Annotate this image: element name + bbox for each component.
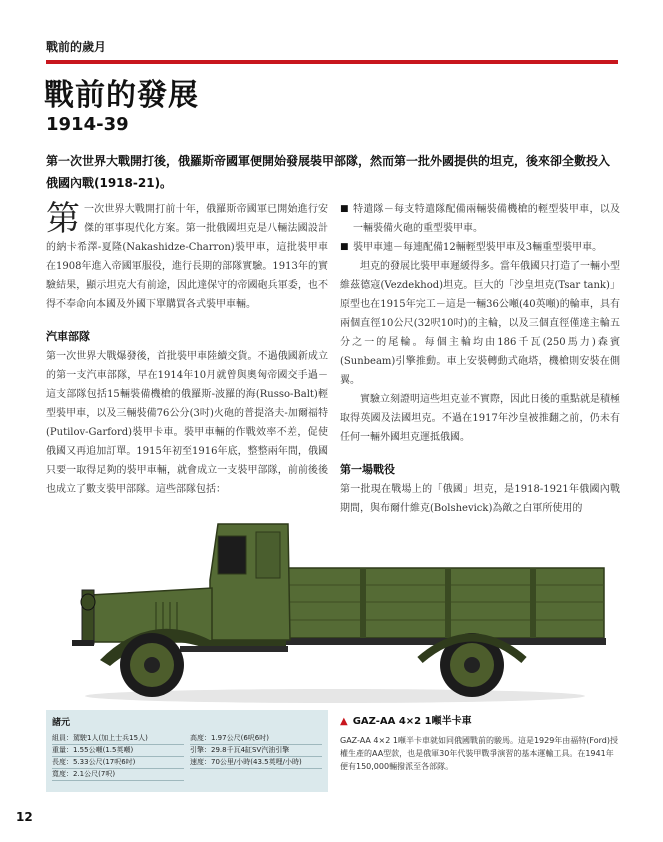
bullet-text: 特遣隊－每支特遣隊配備兩輛裝備機槍的輕型裝甲車，以及一輛裝備火砲的重型裝甲車。	[353, 204, 620, 234]
page-number: 12	[16, 810, 33, 824]
spec-height: 高度：1.97公尺(6呎6吋)	[190, 733, 322, 745]
subhead-first-battle: 第一場戰役	[340, 463, 395, 476]
caption-title	[340, 712, 472, 727]
red-rule	[46, 60, 618, 64]
spec-weight: 重量：1.55公噸(1.5英噸)	[52, 745, 184, 757]
specifications-box	[46, 710, 328, 792]
headlamp	[81, 594, 95, 610]
bullet-square-icon: ■	[340, 204, 349, 214]
right-paragraph-3: 第一批現在戰場上的「俄國」坦克，是1918-1921年俄國內戰期間，與布爾什維克(Bolshevick)為敵之白軍所使用的	[340, 484, 620, 514]
drop-cap: 第	[46, 199, 80, 239]
subhead-motor-units: 汽車部隊	[46, 330, 90, 343]
spec-width: 寬度：2.1公尺(7呎)	[52, 769, 184, 781]
cargo-bed	[282, 568, 604, 638]
right-paragraph-1: 坦克的發展比裝甲車遲緩得多。當年俄國只打造了一輛小型維茲德寇(Vezdekhod)坦克。巨大的「沙皇坦克(Tsar tank)」原型也在1915年完工－這是一輛36公噸(40英噸)的輪車，具有兩個直徑10公尺(32呎10吋)的主輪，以及三個直徑僅達主輪五分之一的尾輪。每個主輪均由186千瓦(250馬力)森賓(Sunbeam)引擎推動。車上安裝轉動式砲塔，機槍則安裝在側翼。	[340, 261, 620, 386]
left-paragraph-2: 第一次世界大戰爆發後，首批裝甲車陸續交貨。不過俄國新成立的第一支汽車部隊，早在1914年10月就曾與奧匈帝國交手過－這支部隊包括15輛裝備機槍的俄羅斯-波羅的海(Russo-Balt)輕型裝甲車，以及三輛裝備76公分(3吋)火砲的普提洛夫-加爾福特(Putilov-Garford)裝甲卡車。裝甲車輛的作戰效率不差，促使俄國又再追加訂單。1915年初至1916年底，整整兩年間，俄國只要一取得足夠的裝甲車輛，就會成立一支裝甲部隊，前前後後也成立了數支裝甲部隊。這些部隊包括：	[46, 351, 328, 495]
specs-title: 諸元	[52, 718, 71, 728]
right-paragraph-2: 實驗立刻證明這些坦克並不實際，因此日後的重點就是積極取得英國及法國坦克。不過在1917年沙皇被推翻之前，仍未有任何一輛外國坦克運抵俄國。	[340, 394, 620, 443]
front-wheel	[120, 633, 184, 697]
bullet-square-icon: ■	[340, 242, 349, 252]
front-bumper	[72, 640, 94, 646]
bullet-text: 裝甲車連－每連配備12輛輕型裝甲車及3輛重型裝甲車。	[353, 242, 603, 253]
bullet-item	[340, 200, 620, 238]
gaz-aa-truck-illustration	[60, 510, 610, 710]
intro-paragraph: 第一次世界大戰開打後，俄羅斯帝國軍便開始發展裝甲部隊，然而第一批外國提供的坦克，後來卻全數投入俄國內戰(1918-21)。	[46, 154, 611, 190]
section-label: 戰前的歲月	[46, 40, 107, 54]
page-years: 1914-39	[46, 114, 129, 135]
running-board	[180, 646, 288, 652]
bullet-item	[340, 238, 620, 257]
caption-title-text: GAZ-AA 4×2 1噸半卡車	[352, 716, 472, 727]
spec-length: 長度：5.33公尺(17呎6吋)	[52, 757, 184, 769]
left-paragraph-1: 一次世界大戰開打前十年，俄羅斯帝國軍已開始進行安傑的軍事現代化方案。第一批俄國坦克是八輛法國設計的納卡希澤-夏隆(Nakashidze-Charron)裝甲車，這批裝甲車在1908年進入帝國軍服役，進行長期的部隊實驗。1913年的實驗結果，顯示坦克大有前途，因此達保守的帝國砲兵軍委，也不得不奉命向本國及外國下單購買各式裝甲車輛。	[46, 204, 328, 310]
triangle-up-icon: ▲	[340, 716, 348, 727]
specs-grid	[52, 733, 322, 781]
cab-window	[218, 536, 246, 574]
caption-text: GAZ-AA 4×2 1噸半卡車就如同俄國戰前的駿馬。這是1929年由福特(Ford)授權生產的AA型款，也是俄軍30年代裝甲戰爭演習的基本運輸工具。在1941年便有150,000輛撥派至各部隊。	[340, 736, 618, 771]
right-column	[340, 200, 620, 518]
page-title: 戰前的發展	[44, 78, 199, 113]
spec-speed: 速度：70公里/小時(43.5英哩/小時)	[190, 757, 322, 769]
left-column	[46, 200, 328, 499]
spec-crew: 組員：駕駛1人(加上士兵15人)	[52, 733, 184, 745]
cab-door-panel	[256, 532, 280, 578]
spec-engine: 引擎：29.8千瓦4缸SV汽油引擎	[190, 745, 322, 757]
